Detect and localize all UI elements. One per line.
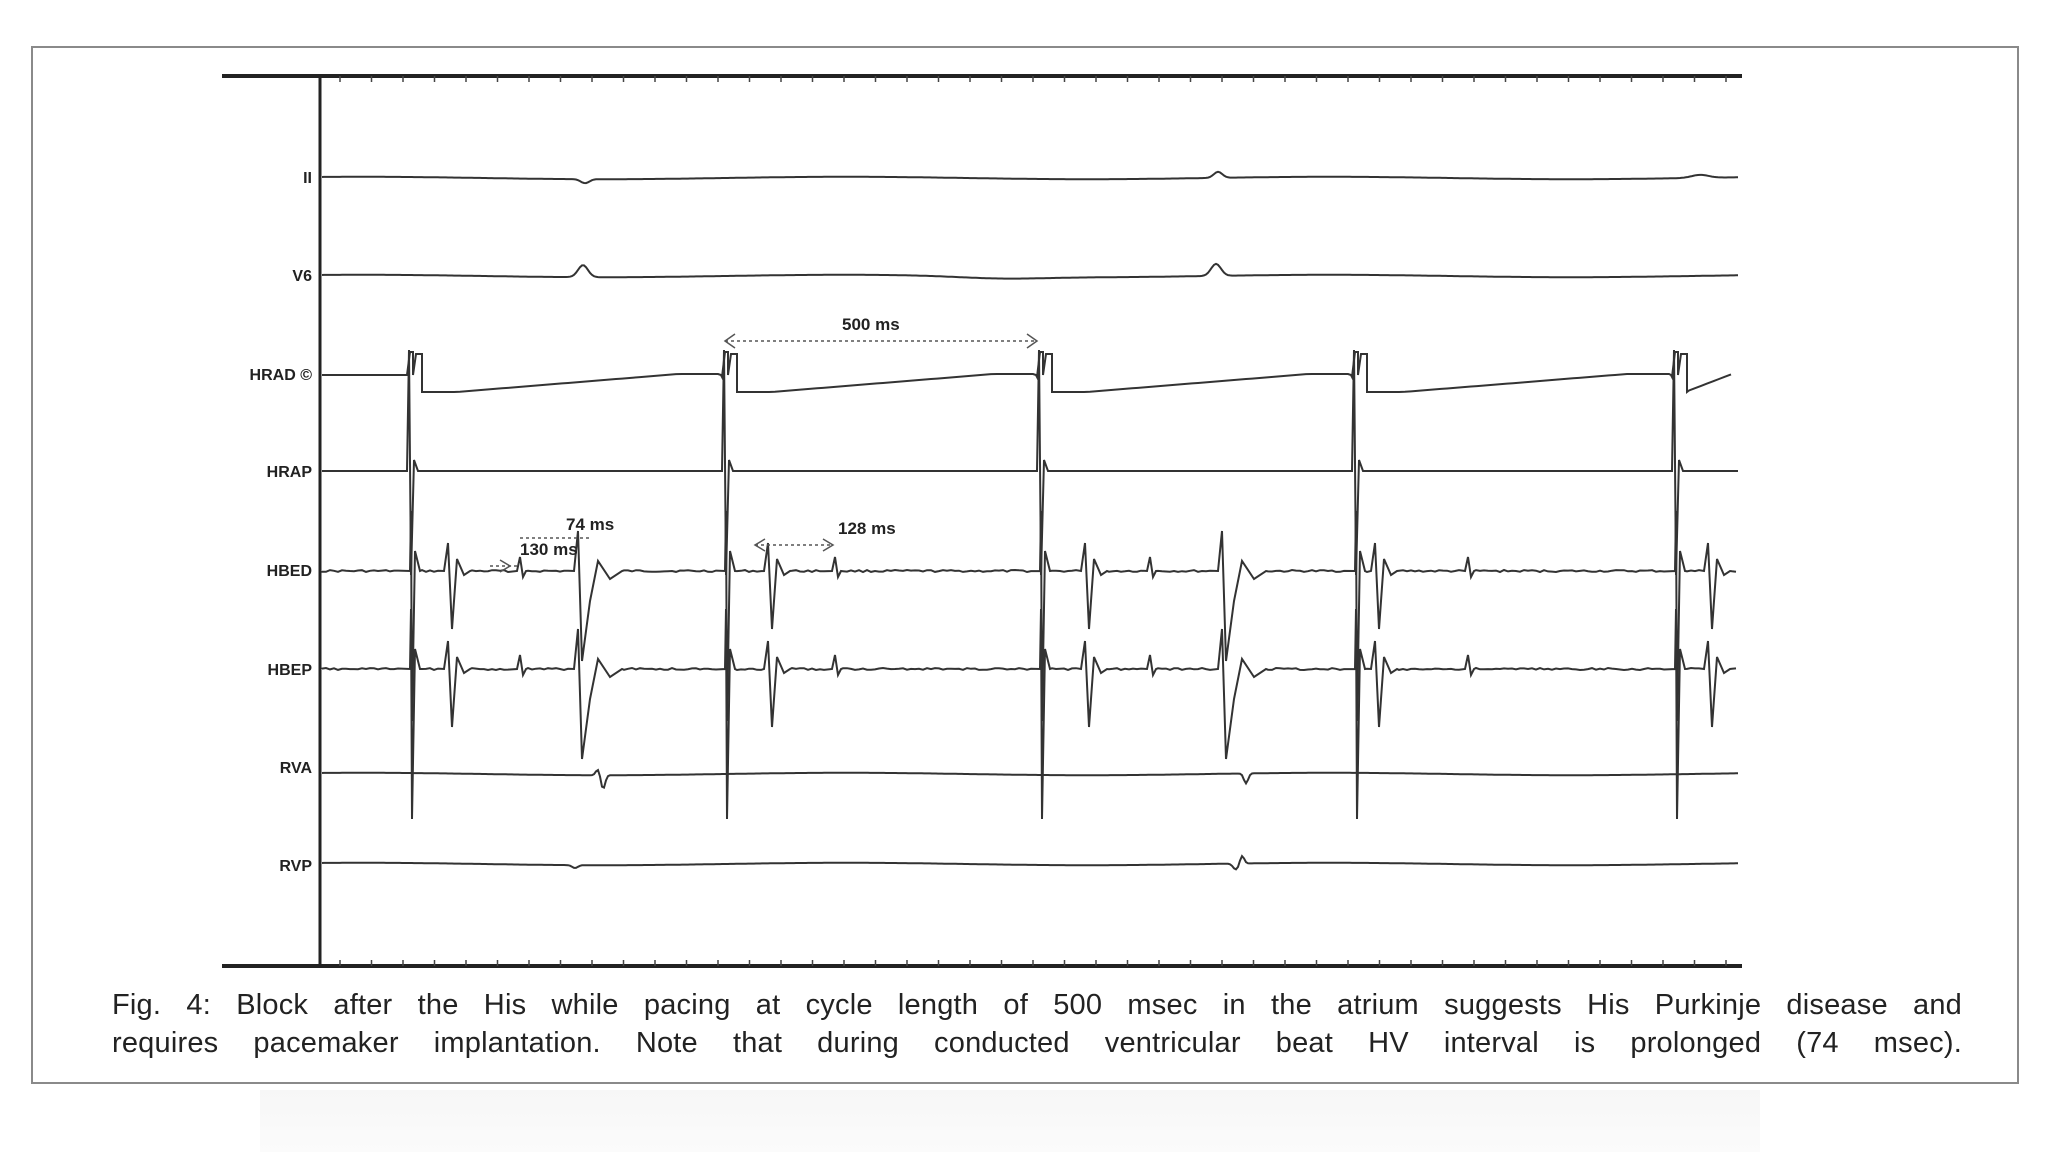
figure-caption <box>112 986 1962 1062</box>
ah-interval-label: 130 ms <box>520 540 578 559</box>
measurement-500ms <box>725 315 1037 348</box>
caption-line-2: requires pacemaker implantation. Note that during conducted ventricular beat HV interval is prolonged (74 msec). <box>112 1027 1962 1059</box>
channel-label-hrap: HRAP <box>266 464 312 481</box>
hv-interval-label: 74 ms <box>566 515 615 534</box>
channel-label-ii: II <box>303 170 312 187</box>
channel-label-v6: V6 <box>292 268 312 285</box>
blocked-interval-label: 128 ms <box>838 519 896 538</box>
measurement-128ms <box>755 519 896 551</box>
trace-rvp <box>322 856 1738 869</box>
trace-v6 <box>322 264 1738 279</box>
caption-line-1: Fig. 4: Block after the His while pacing at cycle length of 500 msec in the atrium suggests His Purkinje disease and <box>112 989 1962 1021</box>
measurement-130ms <box>490 540 578 572</box>
trace-ii <box>322 172 1738 183</box>
channel-label-rva: RVA <box>279 760 312 777</box>
channel-label-rvp: RVP <box>279 858 312 875</box>
trace-hbep <box>322 609 1736 819</box>
measurement-74ms <box>520 515 614 538</box>
channel-label-hbed: HBED <box>266 563 312 580</box>
channel-label-hbep: HBEP <box>267 662 312 679</box>
cycle-length-label: 500 ms <box>842 315 900 334</box>
channel-label-hrad: HRAD © <box>249 367 312 384</box>
trace-rva <box>322 770 1738 788</box>
bottom-shadow <box>260 1090 1760 1152</box>
trace-hrad <box>322 352 1731 392</box>
